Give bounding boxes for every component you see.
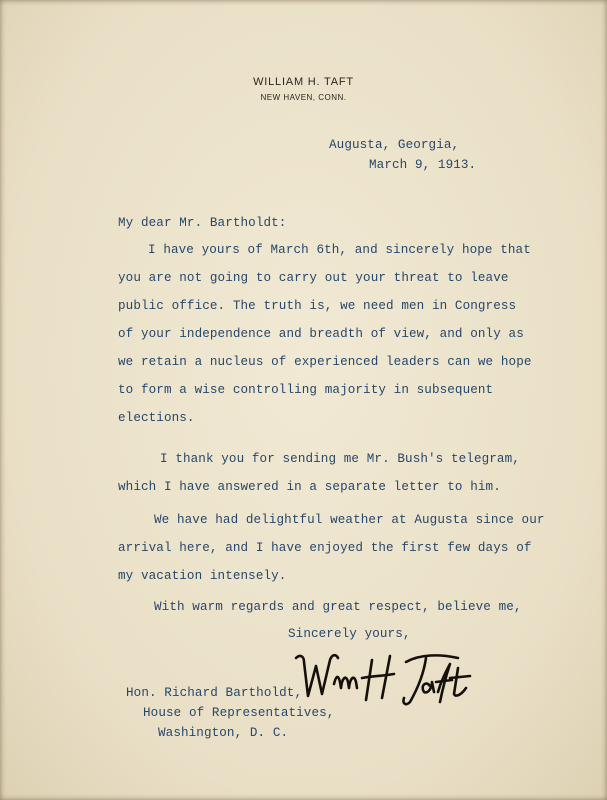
letterhead-place: NEW HAVEN, CONN. [260,93,347,102]
body-line: you are not going to carry out your threat to leave [118,271,509,285]
body-line: arrival here, and I have enjoyed the first few days of [118,541,532,555]
address-line: Washington, D. C. [158,726,289,740]
body-line: We have had delightful weather at Augusta since our [154,513,545,527]
salutation: My dear Mr. Bartholdt: [118,216,287,230]
body-line: elections. [118,411,195,425]
address-line: Hon. Richard Bartholdt, [126,686,303,700]
signature [290,648,480,708]
body-line: to form a wise controlling majority in subsequent [118,383,494,397]
body-line: we retain a nucleus of experienced leaders can we hope [118,355,532,369]
body-line: which I have answered in a separate letter to him. [118,480,501,494]
dateline-place: Augusta, Georgia, [329,138,460,152]
body-line: of your independence and breadth of view, and only as [118,327,524,341]
body-line: my vacation intensely. [118,569,287,583]
body-line: I thank you for sending me Mr. Bush's telegram, [160,452,520,466]
body-line: I have yours of March 6th, and sincerely hope that [148,243,531,257]
closing: Sincerely yours, [288,627,411,641]
address-line: House of Representatives, [143,706,335,720]
body-line: With warm regards and great respect, believe me, [154,600,522,614]
dateline-date: March 9, 1913. [369,158,477,172]
body-line: public office. The truth is, we need men in Congress [118,299,517,313]
letterhead-name: WILLIAM H. TAFT [253,76,354,88]
